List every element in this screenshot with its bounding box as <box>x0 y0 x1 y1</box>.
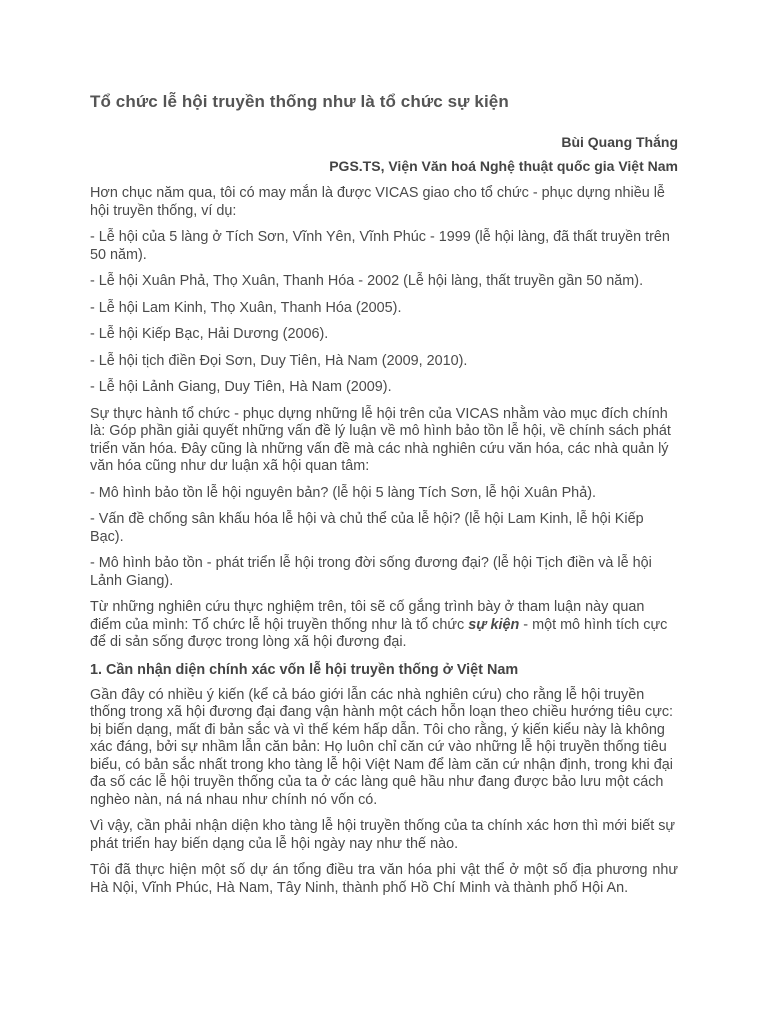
festival-item: - Lễ hội Kiếp Bạc, Hải Dương (2006). <box>90 326 329 342</box>
body-paragraph: Vì vậy, cần phải nhận diện kho tàng lễ hội truyền thống của ta chính xác hơn thì mới biết sự phát triển hay biến dạng của lễ hội ngày nay như thế nào. <box>90 818 676 852</box>
thesis-text-after: - một mô hình tích cực để di sản sống được trong lòng xã hội đương đại. <box>90 616 668 650</box>
practice-paragraph: Sự thực hành tổ chức - phục dựng những lễ hội trên của VICAS nhằm vào mục đích chính là: Góp phần giải quyết những vấn đề lý luận về mô hình bảo tồn lễ hội, về chính sách phát triển văn hóa. Đây cũng là những vấn đề mà các nhà nghiên cứu văn hóa, các nhà quản lý văn hóa cũng như dư luận xã hội quan tâm: <box>90 405 671 474</box>
body-paragraph: Tôi đã thực hiện một số dự án tổng điều tra văn hóa phi vật thể ở một số địa phương như Hà Nội, Vĩnh Phúc, Hà Nam, Tây Ninh, thành phố Hồ Chí Minh và thành phố Hội An. <box>90 862 678 896</box>
question-item: - Mô hình bảo tồn lễ hội nguyên bản? (lễ hội 5 làng Tích Sơn, lễ hội Xuân Phả). <box>90 484 596 501</box>
festival-item: - Lễ hội của 5 làng ở Tích Sơn, Vĩnh Yên, Vĩnh Phúc - 1999 (lễ hội làng, đã thất truyền trên 50 năm). <box>90 229 670 263</box>
document-title: Tổ chức lễ hội truyền thống như là tổ chức sự kiện <box>90 92 509 111</box>
body-paragraph: Gần đây có nhiều ý kiến (kể cả báo giới lẫn các nhà nghiên cứu) cho rằng lễ hội truyền thống trong xã hội đương đại đang vận hành một cách hỗn loạn theo chiều hướng tiêu cực: bị biến dạng, mất đi bản sắc và vì thế kém hấp dẫn. Tôi cho rằng, ý kiến kiểu này là không xác đáng, bởi sự nhầm lẫn căn bản: Họ luôn chỉ căn cứ vào những lễ hội truyền thống tiêu biểu, có bản sắc nhất trong kho tàng lễ hội Việt Nam để làm căn cứ nhận định, trong khi đại đa số các lễ hội truyền thống của ta ở các làng quê hầu như đang được bảo lưu một cách nghèo nàn, ná ná nhau như chính nó vốn có. <box>90 686 674 808</box>
question-item: - Mô hình bảo tồn - phát triển lễ hội trong đời sống đương đại? (lễ hội Tịch điền và lễ hội Lảnh Giang). <box>90 555 652 589</box>
festival-item: - Lễ hội Lam Kinh, Thọ Xuân, Thanh Hóa (2005). <box>90 299 402 316</box>
author-name: Bùi Quang Thắng <box>561 134 678 150</box>
question-item: - Vấn đề chống sân khấu hóa lễ hội và chủ thể của lễ hội? (lễ hội Lam Kinh, lễ hội Kiếp Bạc). <box>90 511 644 545</box>
section-heading: 1. Cần nhận diện chính xác vốn lễ hội truyền thống ở Việt Nam <box>90 661 519 678</box>
thesis-paragraph <box>90 599 678 652</box>
festival-item: - Lễ hội Lảnh Giang, Duy Tiên, Hà Nam (2009). <box>90 379 392 395</box>
festival-item: - Lễ hội Xuân Phả, Thọ Xuân, Thanh Hóa - 2002 (Lễ hội làng, thất truyền gần 50 năm). <box>90 273 644 289</box>
festival-item: - Lễ hội tịch điền Đọi Sơn, Duy Tiên, Hà Nam (2009, 2010). <box>90 352 468 369</box>
intro-paragraph: Hơn chục năm qua, tôi có may mắn là được VICAS giao cho tổ chức - phục dựng nhiều lễ hội truyền thống, ví dụ: <box>90 185 665 219</box>
thesis-emphasis: sự kiện <box>468 616 520 633</box>
author-affiliation: PGS.TS, Viện Văn hoá Nghệ thuật quốc gia Việt Nam <box>329 158 678 174</box>
thesis-text-before: Từ những nghiên cứu thực nghiệm trên, tôi sẽ cố gắng trình bày ở tham luận này quan điểm của mình: Tổ chức lễ hội truyền thống như là tổ chức <box>90 599 645 633</box>
